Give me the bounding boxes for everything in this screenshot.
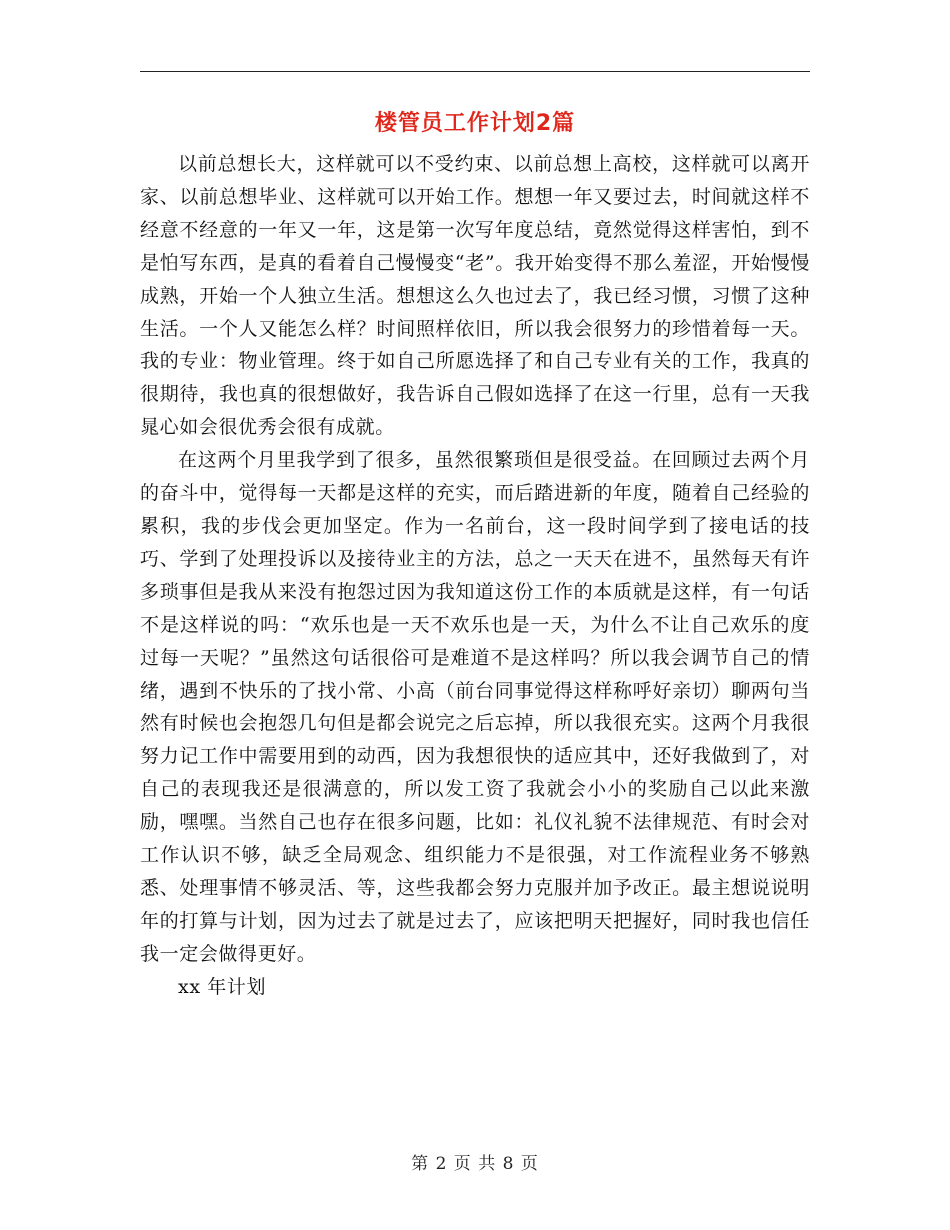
plan-heading: xx 年计划	[178, 975, 267, 998]
header-rule	[140, 71, 810, 72]
document-title: 楼管员工作计划2篇	[374, 111, 576, 136]
paragraph-2: 在这两个月里我学到了很多，虽然很繁琐但是很受益。在回顾过去两个月的奋斗中，觉得每一天都是这样的充实，而后踏进新的年度，随着自己经验的累积，我的步伐会更加坚定。作为一名前台，这一段时间学到了接电话的技巧、学到了处理投诉以及接待业主的方法，总之一天天在进不，虽然每天有许多琐事但是我从来没有抱怨过因为我知道这份工作的本质就是这样，有一句话不是这样说的吗：“欢乐也是一天不欢乐也是一天，为什么不让自己欢乐的度过每一天呢？”虽然这句话很俗可是难道不是这样吗？所以我会调节自己的情绪，遇到不快乐的了找小常、小高（前台同事觉得这样称呼好亲切）聊两句当然有时候也会抱怨几句但是都会说完之后忘掉，所以我很充实。这两个月我很努力记工作中需要用到的动西，因为我想很快的适应其中，还好我做到了，对自己的表现我还是很满意的，所以发工资了我就会小小的奖励自己以此来激励，嘿嘿。当然自己也存在很多问题，比如：礼仪礼貌不法律规范、有时会对工作认识不够，缺乏全局观念、组织能力不是很强，对工作流程业务不够熟悉、处理事情不够灵活、等，这些我都会努力克服并加予改正。最主想说说明年的打算与计划，因为过去了就是过去了，应该把明天把握好，同时我也信任我一定会做得更好。	[140, 449, 810, 965]
paragraph-1: 以前总想长大，这样就可以不受约束、以前总想上高校，这样就可以离开家、以前总想毕业、这样就可以开始工作。想想一年又要过去，时间就这样不经意不经意的一年又一年，这是第一次写年度总结，竟然觉得这样害怕，到不是怕写东西，是真的看着自己慢慢变“老”。我开始变得不那么羞涩，开始慢慢成熟，开始一个人独立生活。想想这么久也过去了，我已经习惯，习惯了这种生活。一个人又能怎么样？时间照样依旧，所以我会很努力的珍惜着每一天。我的专业：物业管理。终于如自己所愿选择了和自己专业有关的工作，我真的很期待，我也真的很想做好，我告诉自己假如选择了在这一行里，总有一天我晁心如会很优秀会很有成就。	[140, 153, 810, 439]
page-number-footer: 第 2 页 共 8 页	[411, 1154, 539, 1174]
document-body	[140, 148, 810, 1004]
